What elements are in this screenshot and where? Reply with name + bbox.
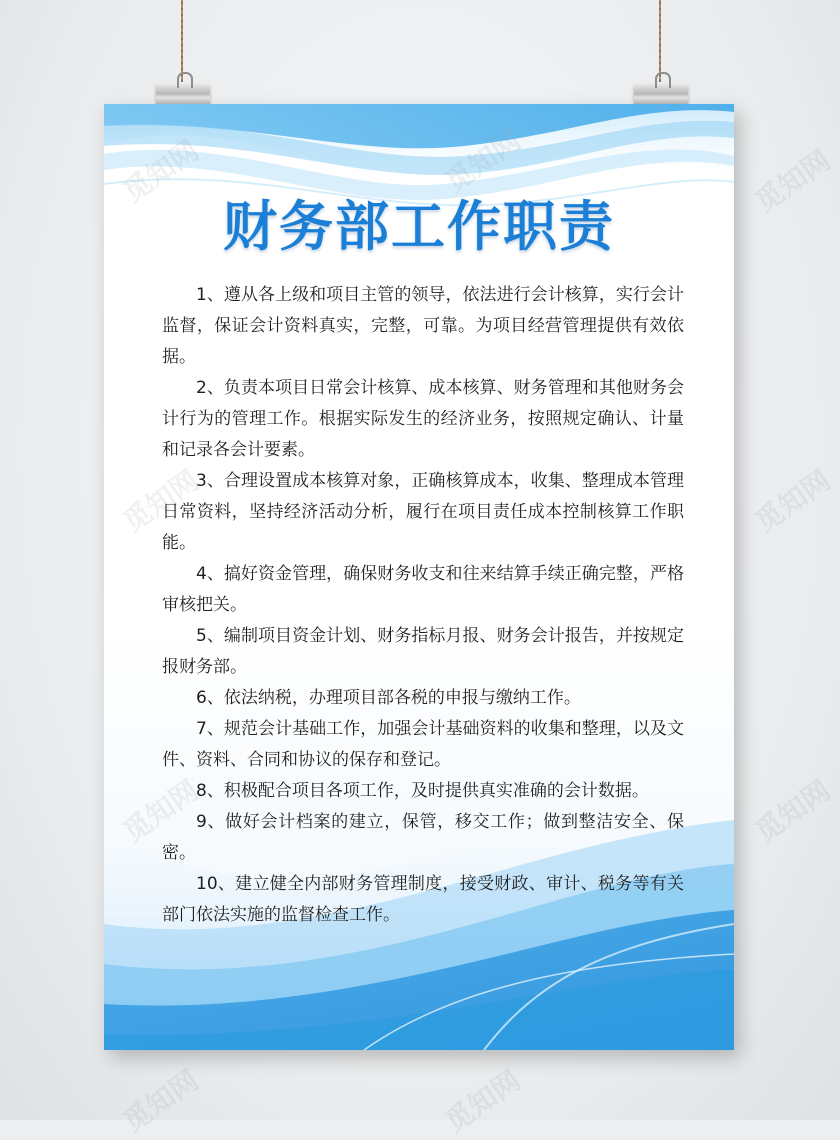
duty-item: 7、规范会计基础工作，加强会计基础资料的收集和整理，以及文件、资料、合同和协议的保存和登记。 [162, 719, 684, 770]
poster-title: 财务部工作职责 [223, 195, 615, 258]
duty-item: 4、搞好资金管理，确保财务收支和往来结算手续正确完整，严格审核把关。 [162, 564, 684, 615]
duty-item: 2、负责本项目日常会计核算、成本核算、财务管理和其他财务会计行为的管理工作。根据实际发生的经济业务，按照规定确认、计量和记录各会计要素。 [162, 378, 684, 460]
duty-item: 1、遵从各上级和项目主管的领导，依法进行会计核算，实行会计监督，保证会计资料真实，完整，可靠。为项目经营管理提供有效依据。 [162, 285, 684, 367]
duty-item: 6、依法纳税，办理项目部各税的申报与缴纳工作。 [196, 688, 581, 708]
duty-list [162, 280, 684, 931]
duty-item: 5、编制项目资金计划、财务指标月报、财务会计报告，并按规定报财务部。 [162, 626, 684, 677]
poster [104, 104, 734, 1050]
hanging-string-left [181, 0, 183, 82]
duty-item: 9、做好会计档案的建立，保管，移交工作；做到整洁安全、保密。 [162, 812, 684, 863]
duty-item: 3、合理设置成本核算对象，正确核算成本，收集、整理成本管理日常资料，坚持经济活动分析，履行在项目责任成本控制核算工作职能。 [162, 471, 684, 553]
duty-item: 10、建立健全内部财务管理制度，接受财政、审计、税务等有关部门依法实施的监督检查工作。 [162, 874, 684, 925]
duty-item: 8、积极配合项目各项工作，及时提供真实准确的会计数据。 [196, 781, 649, 801]
hanging-string-right [659, 0, 661, 82]
